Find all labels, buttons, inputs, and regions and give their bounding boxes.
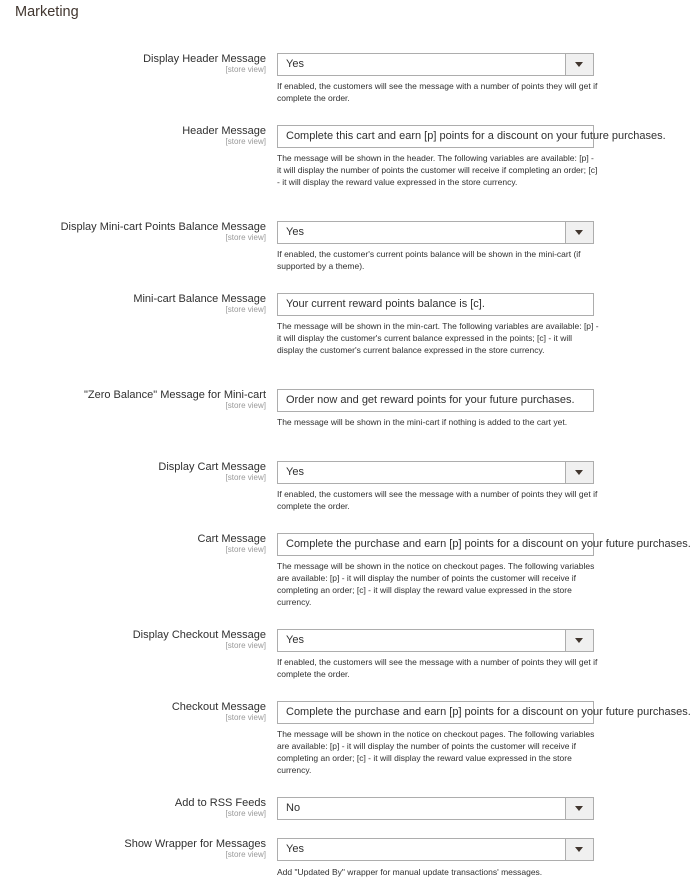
chevron-down-icon: [575, 638, 583, 643]
field-label-group: [133, 628, 266, 651]
field-label: Checkout Message: [171, 701, 266, 713]
field-note: If enabled, the customers will see the message with a number of points they will get if complete the order.: [277, 81, 598, 103]
field-label: Display Header Message: [143, 53, 266, 65]
field-label: "Zero Balance" Message for Mini-cart: [83, 389, 266, 401]
scope-label: [store view]: [225, 713, 266, 722]
field-note: The message will be shown in the notice on checkout pages. The following variables are available: [p] - it will display the number of points the customer will receive if completing an order; [c] - it will display the reward value expressed in the store currency.: [277, 729, 595, 775]
select-value: Yes: [286, 843, 304, 855]
field-note: If enabled, the customers will see the message with a number of points they will get if complete the order.: [277, 657, 598, 679]
chevron-down-icon: [575, 806, 583, 811]
zero-balance-message-input[interactable]: Order now and get reward points for your future purchases.: [277, 389, 594, 412]
scope-label: [store view]: [225, 401, 266, 410]
scope-label: [store view]: [225, 809, 266, 818]
field-note: The message will be shown in the mini-cart if nothing is added to the cart yet.: [277, 417, 568, 427]
field-note: The message will be shown in the min-cart. The following variables are available: [p] - it will display the customer's current balance expressed in the points; [c] - it will display the customer's current balance expressed in the store currency.: [277, 321, 599, 355]
select-value: Yes: [286, 466, 304, 478]
select-arrow[interactable]: [565, 462, 593, 483]
select-value: Yes: [286, 226, 304, 238]
chevron-down-icon: [575, 470, 583, 475]
field-label-group: [84, 388, 266, 411]
display-minicart-balance-select[interactable]: [277, 221, 594, 244]
minicart-balance-message-input[interactable]: Your current reward points balance is [c].: [277, 293, 594, 316]
show-wrapper-select[interactable]: [277, 838, 594, 861]
field-note: If enabled, the customers will see the message with a number of points they will get if complete the order.: [277, 489, 598, 511]
scope-label: [store view]: [225, 641, 266, 650]
select-arrow[interactable]: [565, 54, 593, 75]
field-note: The message will be shown in the notice on checkout pages. The following variables are available: [p] - it will display the number of points the customer will receive if completing an order; [c] - it will display the reward value expressed in the store currency.: [277, 561, 595, 607]
field-label: Display Cart Message: [158, 461, 266, 473]
scope-label: [store view]: [225, 233, 266, 242]
scope-label: [store view]: [225, 545, 266, 554]
display-checkout-message-select[interactable]: [277, 629, 594, 652]
chevron-down-icon: [575, 230, 583, 235]
chevron-down-icon: [575, 847, 583, 852]
select-value: Yes: [286, 58, 304, 70]
header-message-input[interactable]: Complete this cart and earn [p] points for a discount on your future purchases.: [277, 125, 594, 148]
field-label-group: [198, 532, 266, 555]
scope-label: [store view]: [225, 137, 266, 146]
scope-label: [store view]: [225, 65, 266, 74]
select-arrow[interactable]: [565, 222, 593, 243]
scope-label: [store view]: [225, 305, 266, 314]
add-to-rss-feeds-select[interactable]: [277, 797, 594, 820]
field-label-group: [133, 292, 266, 315]
select-arrow[interactable]: [565, 630, 593, 651]
checkout-message-input[interactable]: Complete the purchase and earn [p] points for a discount on your future purchases.: [277, 701, 594, 724]
field-note: Add "Updated By" wrapper for manual update transactions' messages.: [277, 867, 543, 877]
field-label: Header Message: [182, 125, 266, 137]
field-label: Cart Message: [197, 533, 266, 545]
field-label-group: [175, 796, 266, 819]
select-arrow[interactable]: [565, 798, 593, 819]
field-label-group: [61, 220, 266, 243]
field-label-group: [182, 124, 266, 147]
field-label-group: [124, 837, 266, 860]
field-label: Add to RSS Feeds: [174, 797, 266, 809]
field-note: If enabled, the customer's current points balance will be shown in the mini-cart (if supported by a theme).: [277, 249, 581, 271]
field-label: Mini-cart Balance Message: [133, 293, 266, 305]
field-label-group: [172, 700, 266, 723]
chevron-down-icon: [575, 62, 583, 67]
field-label-group: [143, 52, 266, 75]
select-arrow[interactable]: [565, 839, 593, 860]
scope-label: [store view]: [225, 473, 266, 482]
field-label: Display Mini-cart Points Balance Message: [60, 221, 266, 233]
field-label-group: [158, 460, 266, 483]
cart-message-input[interactable]: Complete the purchase and earn [p] points for a discount on your future purchases.: [277, 533, 594, 556]
display-cart-message-select[interactable]: [277, 461, 594, 484]
field-label: Display Checkout Message: [132, 629, 266, 641]
scope-label: [store view]: [225, 850, 266, 859]
field-note: The message will be shown in the header. The following variables are available: [p] - it will display the number of points the customer will receive if completing an order; [c] - it will display the reward value expressed in the store currency.: [277, 153, 598, 187]
field-label: Show Wrapper for Messages: [124, 838, 266, 850]
select-value: Yes: [286, 634, 304, 646]
display-header-message-select[interactable]: [277, 53, 594, 76]
section-title: Marketing: [15, 4, 79, 20]
select-value: No: [286, 802, 301, 814]
